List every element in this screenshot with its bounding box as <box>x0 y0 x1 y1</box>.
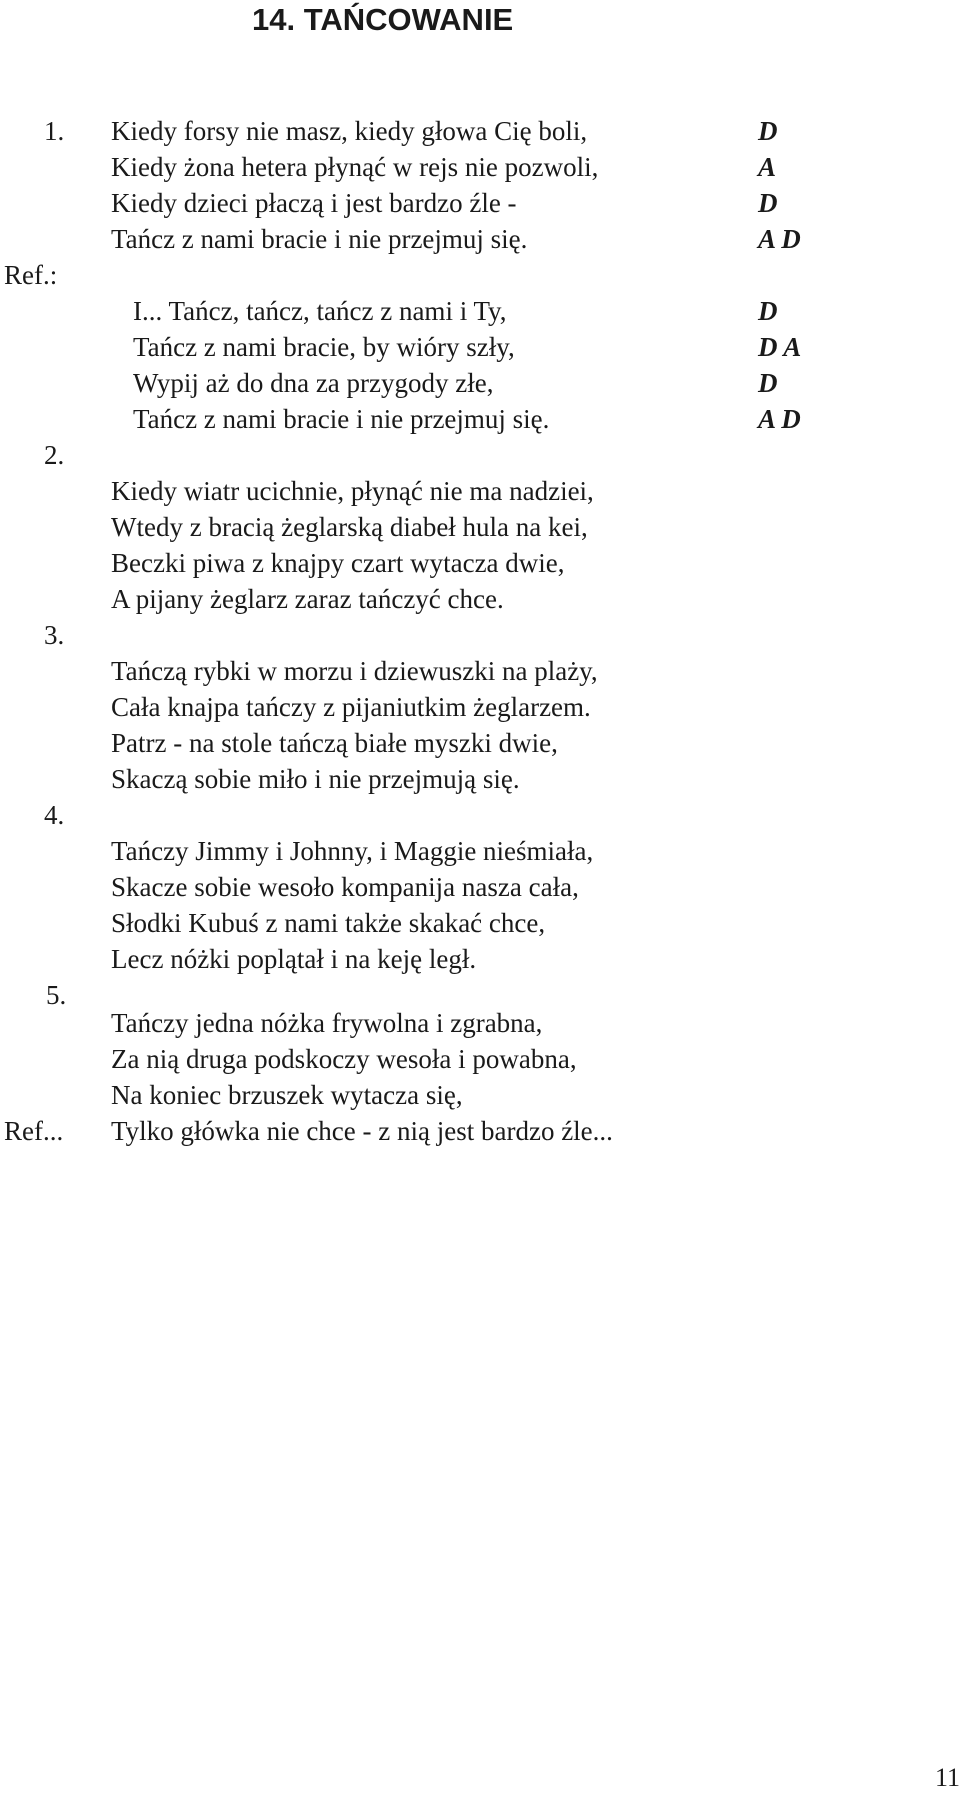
verse-label-3: 3. <box>44 620 65 650</box>
refrain-line: Tańcz z nami bracie i nie przejmuj się. <box>133 404 550 434</box>
chord: D <box>758 116 778 146</box>
verse5-line: Na koniec brzuszek wytacza się, <box>111 1080 463 1110</box>
verse-label-4: 4. <box>44 800 65 830</box>
verse2-line: Beczki piwa z knajpy czart wytacza dwie, <box>111 548 565 578</box>
verse4-line: Słodki Kubuś z nami także skakać chce, <box>111 908 546 938</box>
verse5-line: Za nią druga podskoczy wesoła i powabna, <box>111 1044 577 1074</box>
verse2-line: Wtedy z bracią żeglarską diabeł hula na kei, <box>111 512 588 542</box>
refrain-label: Ref.: <box>4 260 58 290</box>
verse3-line: Cała knajpa tańczy z pijaniutkim żeglarzem. <box>111 692 591 722</box>
verse-label-2: 2. <box>44 440 65 470</box>
page-number: 11 <box>934 1763 960 1792</box>
verse2-line: A pijany żeglarz zaraz tańczyć chce. <box>111 584 504 614</box>
chord: A D <box>758 404 801 434</box>
verse-label-1: 1. <box>44 116 65 146</box>
verse1-line: Tańcz z nami bracie i nie przejmuj się. <box>111 224 528 254</box>
verse1-line: Kiedy forsy nie masz, kiedy głowa Cię boli, <box>111 116 588 146</box>
verse5-line: Tańczy jedna nóżka frywolna i zgrabna, <box>111 1008 543 1038</box>
refrain-label-end: Ref... <box>4 1116 64 1146</box>
verse-label-5: 5. <box>46 980 67 1010</box>
verse4-line: Tańczy Jimmy i Johnny, i Maggie nieśmiała, <box>111 836 594 866</box>
verse3-line: Skaczą sobie miło i nie przejmują się. <box>111 764 520 794</box>
verse3-line: Patrz - na stole tańczą białe myszki dwie, <box>111 728 558 758</box>
chord: D <box>758 368 778 398</box>
chord: D <box>758 188 778 218</box>
verse4-line: Skacze sobie wesoło kompanija nasza cała, <box>111 872 579 902</box>
refrain-line: Tańcz z nami bracie, by wióry szły, <box>133 332 515 362</box>
chord: D A <box>758 332 802 362</box>
verse1-line: Kiedy żona hetera płynąć w rejs nie pozwoli, <box>111 152 599 182</box>
refrain-line: I... Tańcz, tańcz, tańcz z nami i Ty, <box>133 296 507 326</box>
verse4-line: Lecz nóżki poplątał i na keję legł. <box>111 944 477 974</box>
verse5-line: Tylko główka nie chce - z nią jest bardzo źle... <box>111 1116 613 1146</box>
song-title: 14. TAŃCOWANIE <box>252 2 514 37</box>
verse2-line: Kiedy wiatr ucichnie, płynąć nie ma nadziei, <box>111 476 594 506</box>
chord: D <box>758 296 778 326</box>
refrain-line: Wypij aż do dna za przygody złe, <box>133 368 494 398</box>
verse1-line: Kiedy dzieci płaczą i jest bardzo źle - <box>111 188 517 218</box>
verse3-line: Tańczą rybki w morzu i dziewuszki na plaży, <box>111 656 598 686</box>
chord: A D <box>758 224 801 254</box>
chord: A <box>758 152 777 182</box>
